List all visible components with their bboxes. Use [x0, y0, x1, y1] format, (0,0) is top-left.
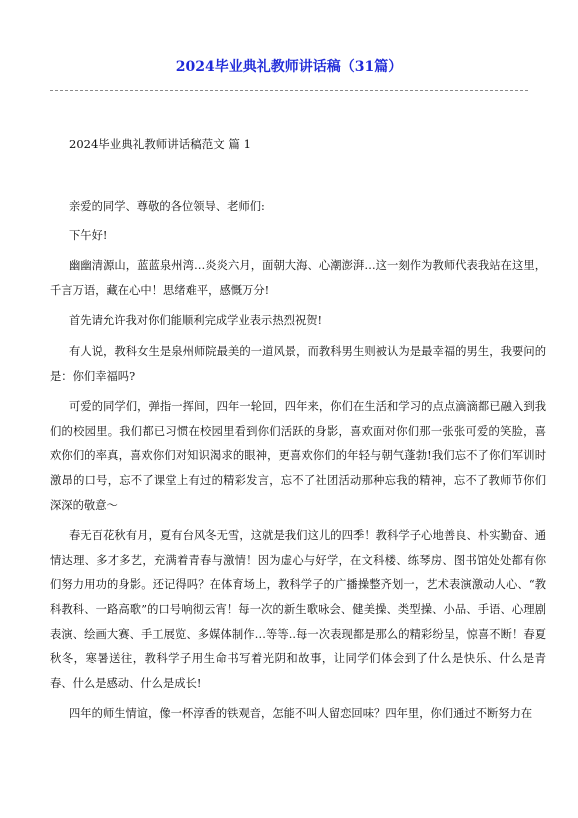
paragraph: 首先请允许我对你们能顺利完成学业表示热烈祝贺!: [69, 314, 323, 328]
paragraph-greeting: 亲爱的同学、尊敬的各位领导、老师们:: [69, 200, 265, 213]
paragraph: 春无百花秋有月，夏有台风冬无雪，这就是我们这儿的四季！教科学子心地善良、朴实勤奋、通情达理、多才多艺，充满着青春与激情！因为虚心与好学，在文科楼、练琴房、图书馆处处都有你们努力用功的身影。还记得吗？在体育场上，教科学子的广播操整齐划一，艺术表演激动人心、“教科教科、一路高歌”的口号响彻云宵！每一次的新生歌咏会、健美操、类型操、小品、手语、心理剧表演、绘画大赛、手工展览、多媒体制作…等等..每一次表现都是那么的精彩纷呈，惊喜不断！春夏秋冬，寒暑送往，教科学子用生命书写着光阴和故事，让同学们体会到了什么是快乐、什么是青春、什么是感动、什么是成长!: [50, 529, 546, 690]
section-heading: 2024毕业典礼教师讲话稿范文 篇 1: [69, 137, 251, 151]
paragraph: 可爱的同学们，弹指一挥间，四年一轮回，四年来，你们在生活和学习的点点滴滴都已融入到我们的校园里。我们都已习惯在校园里看到你们活跃的身影，喜欢面对你们那一张张可爱的笑脸，喜欢你们的率真，喜欢你们对知识渴求的眼神，更喜欢你们的年轻与朝气蓬勃!我们忘不了你们军训时激昂的口号，忘不了课堂上有过的精彩发言，忘不了社团活动那种忘我的精神，忘不了教师节你们深深的敬意～: [50, 400, 546, 512]
document-body: [50, 195, 546, 733]
title-divider: [50, 90, 528, 91]
paragraph: 有人说，教科女生是泉州师院最美的一道风景，而教科男生则被认为是最幸福的男生，我要问的是：你们幸福吗?: [50, 344, 546, 383]
paragraph: 下午好!: [69, 228, 108, 242]
paragraph: 幽幽清源山，蓝蓝泉州湾…炎炎六月，面朝大海、心潮澎湃…这一刻作为教师代表我站在这里，千言万语，藏在心中！思绪难平，感慨万分!: [50, 259, 546, 297]
document-title: 2024毕业典礼教师讲话稿（31篇）: [175, 59, 403, 75]
paragraph: 四年的师生情谊，像一杯淳香的铁观音，怎能不叫人留恋回味？四年里，你们通过不断努力在: [69, 707, 533, 721]
